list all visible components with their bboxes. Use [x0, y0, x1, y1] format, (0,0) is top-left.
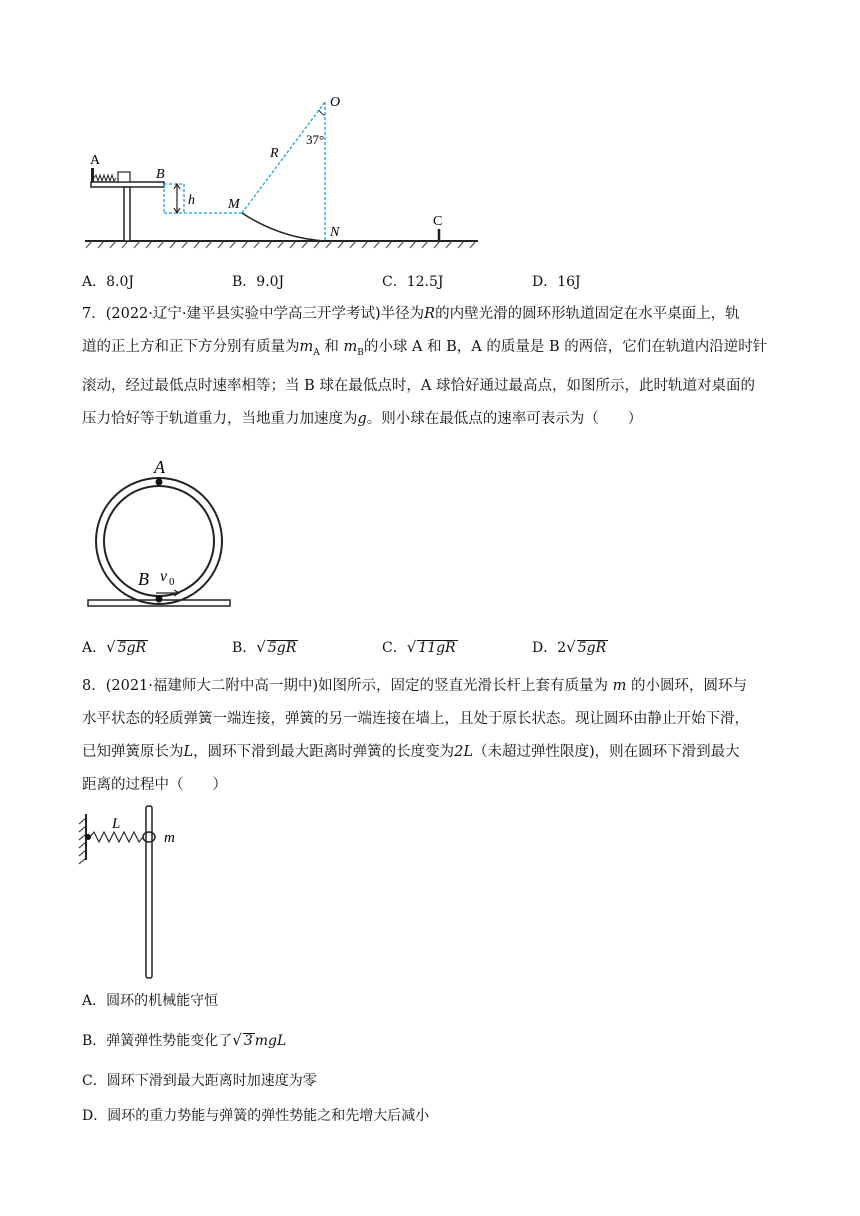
- label-c: C: [433, 214, 443, 229]
- label-n: N: [330, 225, 340, 240]
- q6-option-a[interactable]: A．8.0J: [82, 274, 134, 290]
- question-6-figure: [80, 88, 490, 253]
- q8-option-a[interactable]: A．圆环的机械能守恒: [82, 993, 219, 1009]
- label-angle: 37°: [306, 132, 325, 147]
- ball-a: [156, 479, 163, 486]
- label-o: O: [330, 95, 341, 110]
- label-h: h: [188, 193, 195, 208]
- q6-option-c[interactable]: C．12.5J: [382, 274, 444, 290]
- q8-option-b[interactable]: B．弹簧弹性势能变化了√ 3 mgL: [82, 1031, 287, 1049]
- q6-option-b[interactable]: B．9.0J: [232, 274, 285, 290]
- q7-source: 7．(2022·辽宁·建平县实验中学高三开学考试): [82, 306, 381, 322]
- label-l: L: [112, 816, 121, 832]
- label-m: m: [164, 830, 175, 846]
- label-a: A: [90, 153, 101, 168]
- table-leg: [124, 187, 130, 241]
- q7-option-c[interactable]: C．√ 11gR: [382, 638, 456, 656]
- q7-option-b[interactable]: B．√ 5gR: [232, 638, 297, 656]
- ring-inner: [104, 486, 214, 596]
- q7-option-a[interactable]: A．√ 5gR: [82, 638, 147, 656]
- label-b: B: [156, 167, 165, 182]
- q8-source: 8．(2021·福建师大二附中高一期中): [82, 678, 319, 694]
- label-v-sub: 0: [169, 576, 175, 588]
- question-8-figure: [72, 800, 192, 982]
- question-7-figure: [86, 450, 236, 612]
- block: [118, 172, 130, 182]
- q7-option-d[interactable]: D．2√ 5gR: [532, 638, 607, 656]
- label-r: R: [270, 146, 279, 161]
- spring-icon: [90, 832, 143, 842]
- spring-icon: [94, 175, 116, 181]
- wall-stub: [91, 168, 94, 182]
- label-m: M: [228, 197, 240, 212]
- label-a: A: [154, 457, 165, 477]
- label-v: v: [160, 568, 168, 585]
- ball-b: [156, 596, 163, 603]
- q6-option-d[interactable]: D．16J: [532, 274, 581, 290]
- question-8-text: 8．(2021·福建师大二附中高一期中)如图所示，固定的竖直光滑长杆上套有质量为 m 的小圆环，圆环与 水平状态的轻质弹簧一端连接，弹簧的另一端连接在墙上，且处于原长状态。现让圆环由静止开始下滑， 已知弹簧原长为L，圆环下滑到最大距离时弹簧的长度变为2L（未超过弹性限度)，则在圆环下滑到最大 距离的过程中（ ）: [82, 678, 749, 793]
- ring-outer: [96, 478, 222, 604]
- arc-track: [242, 213, 325, 241]
- label-b: B: [138, 569, 149, 589]
- q8-option-d[interactable]: D．圆环的重力势能与弹簧的弹性势能之和先增大后减小: [82, 1108, 430, 1124]
- radius-line: [242, 102, 325, 213]
- q8-option-c[interactable]: C．圆环下滑到最大距离时加速度为零: [82, 1073, 317, 1089]
- question-7-text: 7．(2022·辽宁·建平县实验中学高三开学考试)半径为R的内壁光滑的圆环形轨道固定在水平桌面上，轨 道的正上方和正下方分别有质量为$m_A$ 和 $m_B$的小球 A 和 B，A 的质量是 B 的两倍，它们在轨道内沿逆时针 滚动，经过最低点时速率相等；当 B 球在最低点时，A 球恰好通过最高点，如图所示，此时轨道对桌面的 压力恰好等于轨道重力，当地重力加速度为g。则小球在最低点的速率可表示为（ ）: [82, 306, 768, 427]
